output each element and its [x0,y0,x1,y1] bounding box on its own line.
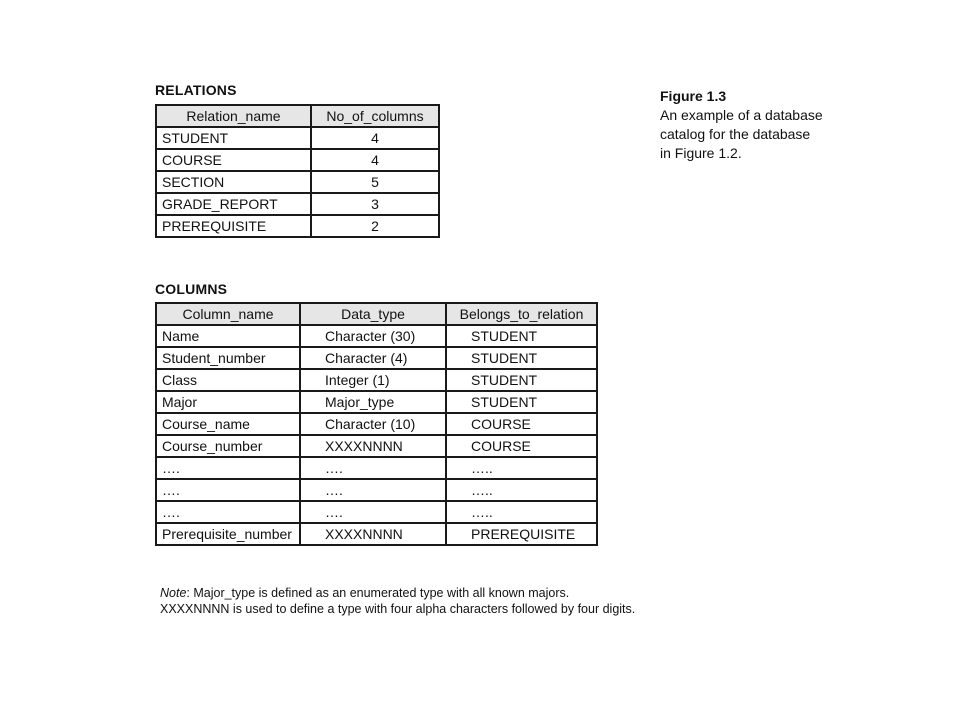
belongs-to-relation-header: Belongs_to_relation [446,303,597,325]
relation-name-cell: PREREQUISITE [156,215,311,237]
data-type-header: Data_type [300,303,446,325]
relation-name-header: Relation_name [156,105,311,127]
footnote-line-1 [160,585,635,601]
belongs-to-relation-cell: STUDENT [446,369,597,391]
belongs-to-relation-cell: COURSE [446,435,597,457]
figure-label: Figure 1.3 [660,88,727,104]
relation-row [156,127,439,149]
note-text-1: : Major_type is defined as an enumerated type with all known majors. [186,586,570,600]
belongs-to-relation-cell: STUDENT [446,347,597,369]
data-type-cell: …. [300,479,446,501]
column-row [156,501,597,523]
figure-caption [660,87,823,163]
column-row [156,347,597,369]
columns-table [155,302,598,546]
column-name-cell: Course_name [156,413,300,435]
column-name-cell: Course_number [156,435,300,457]
caption-line-1: An example of a database [660,107,823,123]
column-row [156,325,597,347]
relation-name-cell: GRADE_REPORT [156,193,311,215]
belongs-to-relation-cell: ….. [446,479,597,501]
relations-heading: RELATIONS [155,82,237,98]
column-row [156,479,597,501]
relation-name-cell: STUDENT [156,127,311,149]
belongs-to-relation-cell: ….. [446,501,597,523]
relation-row [156,193,439,215]
column-row [156,413,597,435]
belongs-to-relation-cell: ….. [446,457,597,479]
data-type-cell: Character (30) [300,325,446,347]
note-text-2: XXXXNNNN is used to define a type with four alpha characters followed by four digits. [160,602,636,616]
column-name-cell: Class [156,369,300,391]
column-name-cell: …. [156,457,300,479]
belongs-to-relation-cell: PREREQUISITE [446,523,597,545]
data-type-cell: …. [300,501,446,523]
relations-table [155,104,440,238]
relation-row [156,215,439,237]
data-type-cell: XXXXNNNN [300,435,446,457]
caption-line-3: in Figure 1.2. [660,145,742,161]
data-type-cell: …. [300,457,446,479]
data-type-cell: Character (4) [300,347,446,369]
belongs-to-relation-cell: COURSE [446,413,597,435]
column-name-cell: …. [156,501,300,523]
column-name-cell: Prerequisite_number [156,523,300,545]
belongs-to-relation-cell: STUDENT [446,391,597,413]
columns-header-row [156,303,597,325]
relation-name-cell: COURSE [156,149,311,171]
note-label: Note [160,586,187,600]
column-row [156,457,597,479]
column-name-cell: Major [156,391,300,413]
relations-header-row [156,105,439,127]
no-of-columns-header: No_of_columns [311,105,439,127]
data-type-cell: XXXXNNNN [300,523,446,545]
no-of-columns-cell: 4 [311,127,439,149]
column-row [156,391,597,413]
data-type-cell: Major_type [300,391,446,413]
caption-line-2: catalog for the database [660,126,811,142]
column-name-cell: Name [156,325,300,347]
footnote [160,585,635,617]
data-type-cell: Integer (1) [300,369,446,391]
relation-row [156,149,439,171]
relation-row [156,171,439,193]
data-type-cell: Character (10) [300,413,446,435]
column-name-header: Column_name [156,303,300,325]
column-row [156,523,597,545]
column-name-cell: …. [156,479,300,501]
no-of-columns-cell: 4 [311,149,439,171]
column-row [156,369,597,391]
no-of-columns-cell: 3 [311,193,439,215]
no-of-columns-cell: 2 [311,215,439,237]
belongs-to-relation-cell: STUDENT [446,325,597,347]
columns-heading: COLUMNS [155,281,228,297]
column-name-cell: Student_number [156,347,300,369]
relation-name-cell: SECTION [156,171,311,193]
no-of-columns-cell: 5 [311,171,439,193]
column-row [156,435,597,457]
